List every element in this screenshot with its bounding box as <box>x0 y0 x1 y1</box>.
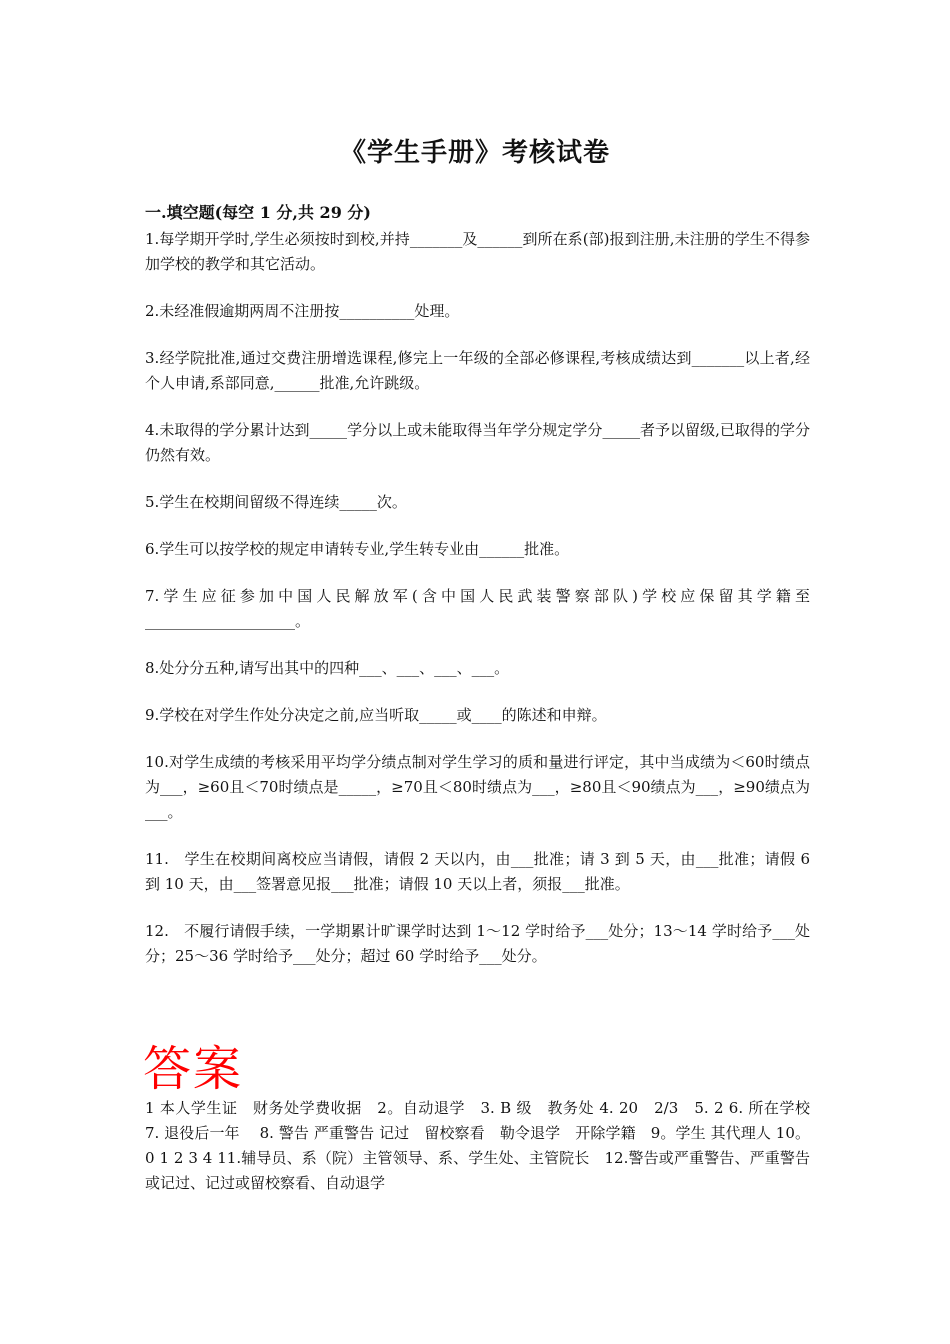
question-section <box>145 200 810 991</box>
exam-title: 《学生手册》考核试卷 <box>339 138 610 168</box>
section-heading: 一.填空题(每空 1 分,共 29 分) <box>145 203 371 222</box>
question-12: 12. 不履行请假手续，一学期累计旷课学时达到 1～12 学时给予___处分；13～14 学时给予___处分；25～36 学时给予___处分；超过 60 学时给予___处分。 <box>145 922 810 965</box>
question-1: 1.每学期开学时,学生必须按时到校,并持_______及______到所在系(部)报到注册,未注册的学生不得参加学校的教学和其它活动。 <box>145 230 810 273</box>
question-5: 5.学生在校期间留级不得连续_____次。 <box>145 493 407 511</box>
question-9: 9.学校在对学生作处分决定之前,应当听取_____或____的陈述和申辩。 <box>145 706 607 724</box>
question-8: 8.处分分五种,请写出其中的四种___、___、___、___。 <box>145 659 510 677</box>
question-7: 7.学生应征参加中国人民解放军(含中国人民武装警察部队)学校应保留其学籍至____________________。 <box>145 587 810 630</box>
question-2: 2.未经准假逾期两周不注册按__________处理。 <box>145 302 460 320</box>
question-3: 3.经学院批准,通过交费注册增选课程,修完上一年级的全部必修课程,考核成绩达到_______以上者,经个人申请,系部同意,______批准,允许跳级。 <box>145 349 810 392</box>
question-6: 6.学生可以按学校的规定申请转专业,学生转专业由______批准。 <box>145 540 570 558</box>
answer-text: 1 本人学生证 财务处学费收据 2。自动退学 3. B 级 教务处 4. 20 2/3 5. 2 6. 所在学校 7. 退役后一年 8. 警告 严重警告 记过 留校察看 勒令退学 开除学籍 9。学生 其代理人 10。0 1 2 3 4 11.辅导员、系（院）主管领导、系、学生处、主管院长 12.警告或严重警告、严重警告或记过、记过或留校察看、自动退学 <box>145 1099 826 1192</box>
question-4: 4.未取得的学分累计达到_____学分以上或未能取得当年学分规定学分_____者予以留级,已取得的学分仍然有效。 <box>145 421 810 464</box>
question-10: 10.对学生成绩的考核采用平均学分绩点制对学生学习的质和量进行评定，其中当成绩为＜60时绩点为___，≥60且＜70时绩点是_____，≥70且＜80时绩点为___，≥80且＜90绩点为___，≥90绩点为___。 <box>145 753 810 821</box>
answer-heading: 答案 <box>143 1041 244 1097</box>
question-11: 11. 学生在校期间离校应当请假，请假 2 天以内，由___批准；请 3 到 5 天，由___批准；请假 6 到 10 天，由___签署意见报___批准；请假 10 天以上者，须报___批准。 <box>145 850 810 893</box>
